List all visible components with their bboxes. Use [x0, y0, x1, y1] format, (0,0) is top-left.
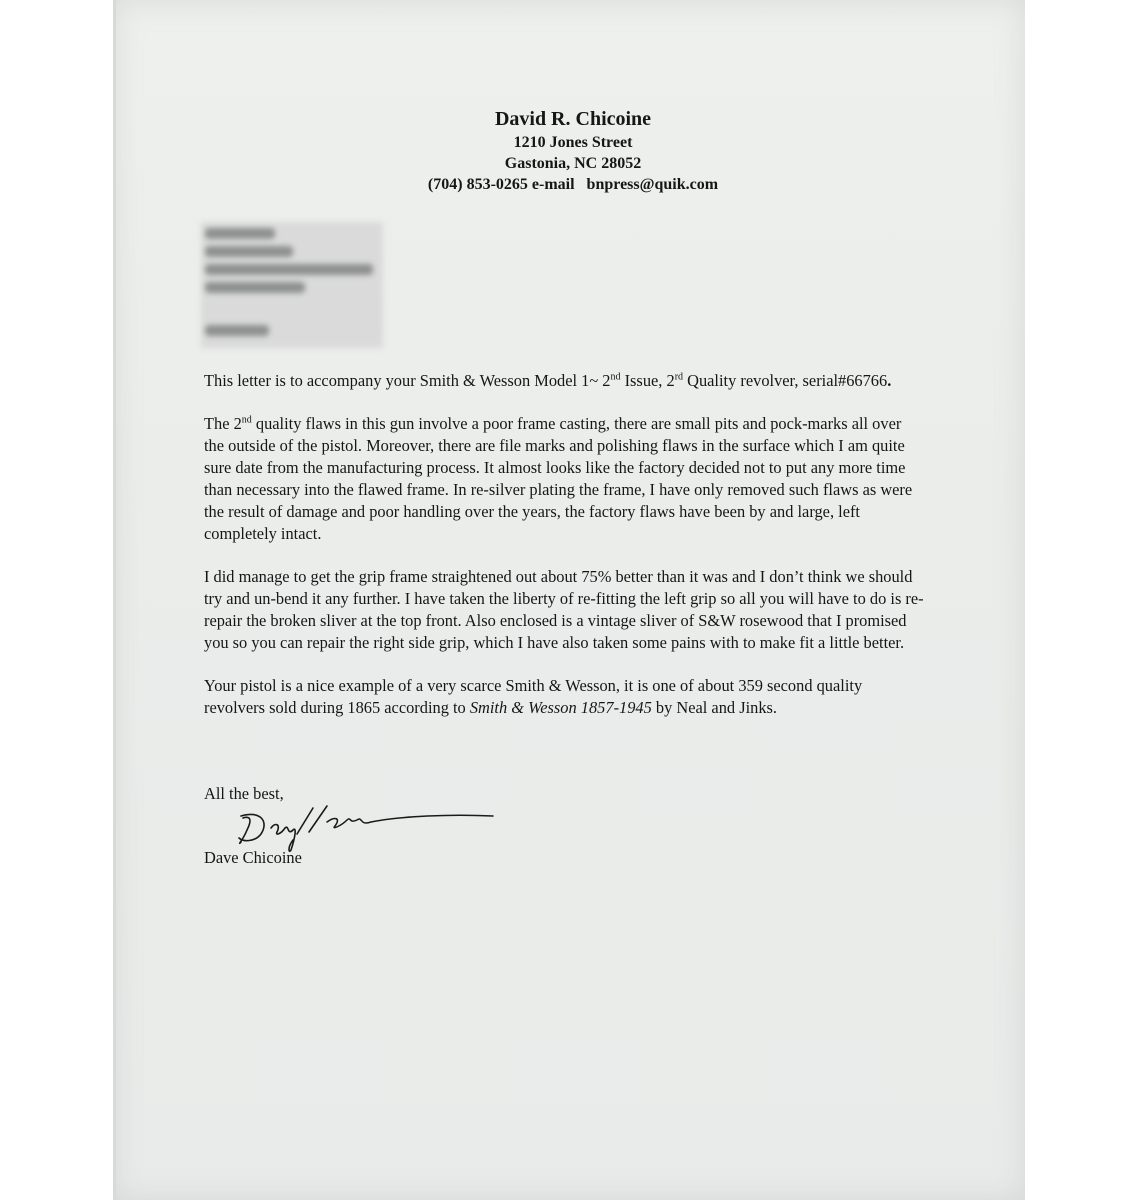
- closing: All the best,: [204, 784, 284, 803]
- book-title: Smith & Wesson 1857-1945: [469, 698, 652, 717]
- sender-contact: (704) 853-0265 e-mail bnpress@quik.com: [427, 176, 719, 193]
- paragraph-grip: I did manage to get the grip frame straightened out about 75% better than it was and I don’t think we should try and un-bend it any further. I have taken the liberty of re-fitting the left grip so all you will have to do is re-repair the broken sliver at the top front. Also enclosed is a vintage sliver of S&W rosewood that I promised you so you can repair the right side grip, which I have also taken some pains with to make fit a little better.: [204, 567, 924, 652]
- letter-body: [204, 370, 924, 740]
- redacted-recipient-address: [201, 222, 383, 348]
- sender-name: David R. Chicoine: [494, 108, 652, 130]
- sender-street: 1210 Jones Street: [513, 134, 633, 151]
- paragraph-rarity: Your pistol is a nice example of a very scarce Smith & Wesson, it is one of about 359 second quality revolvers sold during 1865 according to Smith & Wesson 1857-1945 by Neal and Jinks.: [204, 676, 863, 717]
- paragraph-flaws: The 2nd quality flaws in this gun involve a poor frame casting, there are small pits and pock-marks all over the outside of the pistol. Moreover, there are file marks and polishing flaws in the surface which I am quite sure date from the manufacturing process. It almost looks like the factory decided not to put any more time than necessary into the flawed frame. In re-silver plating the frame, I have only removed such flaws as were the result of damage and poor handling over the years, the factory flaws have been by and large, left completely intact.: [204, 414, 913, 543]
- sender-city: Gastonia, NC 28052: [504, 155, 642, 172]
- signer-name: Dave Chicoine: [204, 848, 302, 867]
- letter-page: [113, 0, 1025, 1200]
- paragraph-intro: This letter is to accompany your Smith & Wesson Model 1~ 2nd Issue, 2rd Quality revolver, serial#66766.: [204, 371, 892, 390]
- letterhead: [113, 106, 1025, 195]
